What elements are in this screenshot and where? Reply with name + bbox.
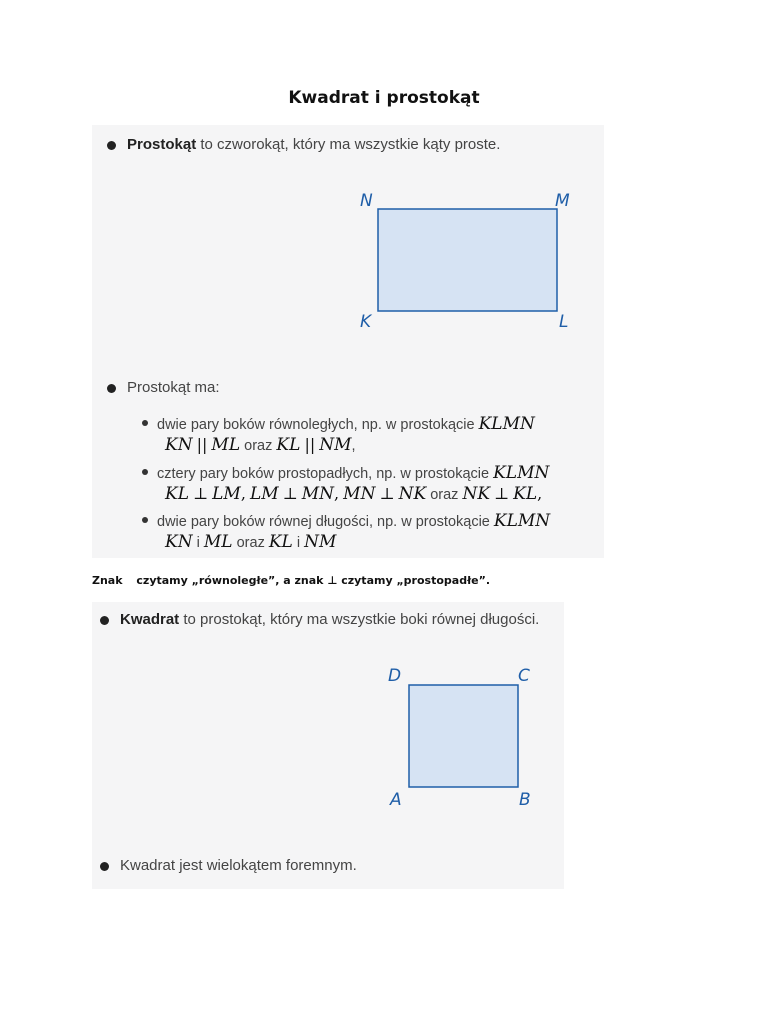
symbol-note (92, 574, 490, 587)
segment: KL (268, 532, 293, 552)
segment: LM (249, 484, 279, 504)
bullet-icon (100, 862, 109, 871)
punctuation: , (240, 484, 246, 503)
segment: MN (343, 484, 376, 504)
segment: NM (319, 435, 352, 455)
punctuation: , (351, 438, 356, 454)
square-definition-text: to prostokąt, który ma wszystkie boki równej długości. (179, 611, 540, 628)
square-term: Kwadrat (120, 611, 180, 628)
figure-name: KLMN (493, 463, 550, 483)
rectangle-definition (107, 136, 500, 153)
item-text: dwie pary boków równej długości, np. w prostokącie (157, 514, 494, 530)
vertex-label-b: B (519, 790, 531, 810)
segment: NK (462, 484, 491, 504)
conjunction: oraz (236, 535, 265, 551)
square-figure (370, 655, 550, 815)
vertex-label-d: D (388, 666, 402, 686)
square-footer (100, 857, 357, 874)
sub-bullet-icon (142, 517, 148, 523)
item-text: cztery pary boków prostopadłych, np. w prostokącie (157, 466, 494, 482)
rectangle-properties-heading (107, 379, 220, 396)
vertex-label-m: M (555, 191, 570, 211)
bullet-icon (100, 616, 109, 625)
punctuation: , (537, 484, 543, 503)
vertex-label-l: L (559, 312, 569, 332)
perpendicular-symbol: ⊥ (379, 484, 395, 503)
property-item-equal-length (142, 511, 550, 552)
perpendicular-symbol: ⊥ (193, 484, 209, 503)
note-text-start: Znak (92, 574, 123, 587)
conjunction: oraz (430, 487, 459, 503)
segment: ML (203, 532, 233, 552)
segment: KN (165, 435, 193, 455)
segment: NM (304, 532, 337, 552)
parallel-symbol: || (196, 435, 208, 454)
square-footer-text: Kwadrat jest wielokątem foremnym. (120, 857, 357, 874)
property-item-perpendicular (142, 463, 549, 504)
bullet-icon (107, 141, 116, 150)
property-item-parallel (142, 414, 535, 455)
segment: NK (398, 484, 427, 504)
sub-bullet-icon (142, 420, 148, 426)
segment: MN (301, 484, 335, 504)
conjunction: i (296, 535, 301, 551)
square-definition (100, 611, 539, 628)
bullet-icon (107, 384, 116, 393)
figure-name: KLMN (478, 414, 535, 434)
vertex-label-n: N (360, 191, 373, 211)
conjunction: i (196, 535, 200, 551)
rectangle-shape (378, 209, 557, 311)
page-title: Kwadrat i prostokąt (288, 88, 480, 108)
segment: KL (276, 435, 301, 455)
rectangle-figure (340, 180, 590, 340)
vertex-label-k: K (360, 312, 372, 332)
note-text-rest: czytamy „równoległe”, a znak ⊥ czytamy „prostopadłe”. (136, 574, 491, 587)
segment: KL (513, 484, 538, 504)
perpendicular-symbol: ⊥ (282, 484, 298, 503)
vertex-label-a: A (390, 790, 402, 810)
item-text: dwie pary boków równoległych, np. w prostokącie (157, 417, 479, 433)
square-shape (409, 685, 518, 787)
conjunction: oraz (244, 438, 273, 454)
vertex-label-c: C (518, 666, 530, 686)
rectangle-definition-text: to czworokąt, który ma wszystkie kąty proste. (196, 136, 501, 153)
punctuation: , (334, 484, 340, 503)
figure-name: KLMN (493, 511, 551, 531)
segment: LM (212, 484, 241, 504)
rectangle-term: Prostokąt (127, 136, 197, 153)
parallel-symbol: || (304, 435, 316, 454)
segment: ML (211, 435, 241, 455)
segment: KL (165, 484, 189, 504)
segment: KN (165, 532, 193, 552)
perpendicular-symbol: ⊥ (494, 484, 510, 503)
sub-bullet-icon (142, 469, 148, 475)
rectangle-has-label: Prostokąt ma: (127, 379, 220, 396)
